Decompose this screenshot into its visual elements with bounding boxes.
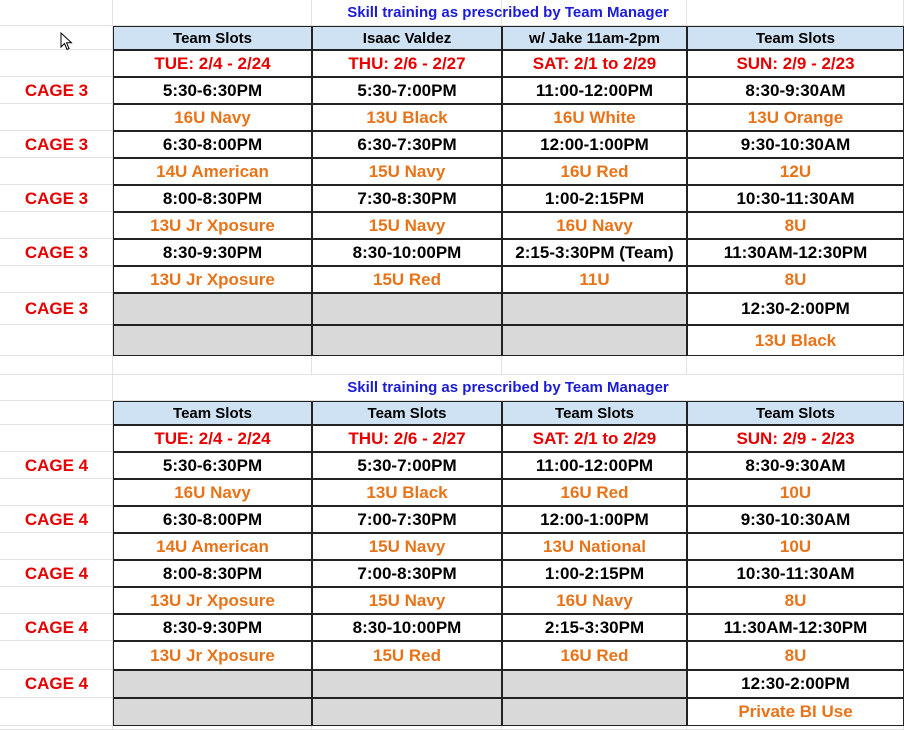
team-name-thu[interactable]: 13U Black <box>312 479 502 506</box>
team-name-sun[interactable]: 10U <box>687 533 904 560</box>
time-slot-sat[interactable]: 11:00-12:00PM <box>502 452 687 479</box>
cage-label[interactable]: CAGE 3 <box>24 299 89 318</box>
team-name-thu[interactable]: 15U Navy <box>312 587 502 614</box>
time-slot-sun[interactable]: 8:30-9:30AM <box>687 77 904 104</box>
time-slot-tue[interactable]: 6:30-8:00PM <box>113 506 312 533</box>
cage-label[interactable]: CAGE 3 <box>24 188 89 208</box>
team-name-sat[interactable]: 13U National <box>502 533 687 560</box>
date-range-sat[interactable]: SAT: 2/1 to 2/29 <box>502 50 687 77</box>
grid-cell[interactable] <box>0 587 113 614</box>
grid-cell[interactable] <box>0 533 113 560</box>
grid-cell[interactable] <box>0 266 113 293</box>
time-slot-sun[interactable]: 9:30-10:30AM <box>687 131 904 158</box>
empty-slot-cell[interactable] <box>502 670 687 698</box>
grid-cell[interactable] <box>0 726 113 730</box>
team-name-tue[interactable]: 13U Jr Xposure <box>113 266 312 293</box>
time-slot-thu[interactable]: 7:00-8:30PM <box>312 560 502 587</box>
team-name-thu[interactable]: 15U Red <box>312 641 502 670</box>
grid-cell[interactable] <box>0 158 113 185</box>
team-name-sun[interactable]: 8U <box>687 212 904 239</box>
team-name-tue[interactable]: 14U American <box>113 158 312 185</box>
grid-cell[interactable] <box>0 479 113 506</box>
team-name-thu[interactable]: 13U Black <box>312 104 502 131</box>
cage-label[interactable]: CAGE 3 <box>24 134 89 154</box>
team-name-tue[interactable]: 16U Navy <box>113 479 312 506</box>
time-slot-sun[interactable]: 11:30AM-12:30PM <box>687 239 904 266</box>
team-name-thu[interactable]: 15U Red <box>312 266 502 293</box>
section-title: Skill training as prescribed by Team Manager <box>113 0 904 26</box>
time-slot-sun[interactable]: 10:30-11:30AM <box>687 185 904 212</box>
team-name-sat[interactable]: 16U Navy <box>502 587 687 614</box>
team-name-thu[interactable]: 15U Navy <box>312 158 502 185</box>
date-range-sun[interactable]: SUN: 2/9 - 2/23 <box>687 50 904 77</box>
time-slot-thu[interactable]: 8:30-10:00PM <box>312 614 502 641</box>
cage-label[interactable]: CAGE 4 <box>24 674 89 693</box>
grid-cell[interactable] <box>0 641 113 670</box>
team-name-thu[interactable]: 15U Navy <box>312 533 502 560</box>
team-name-sat[interactable]: 16U Navy <box>502 212 687 239</box>
team-name-tue[interactable]: 13U Jr Xposure <box>113 212 312 239</box>
header-cell[interactable]: Team Slots <box>113 401 312 425</box>
cage-label[interactable]: CAGE 4 <box>24 563 89 583</box>
grid-cell[interactable] <box>113 356 312 375</box>
time-slot-sat[interactable]: 1:00-2:15PM <box>502 560 687 587</box>
grid-cell[interactable] <box>0 375 113 401</box>
date-range-tue[interactable]: TUE: 2/4 - 2/24 <box>113 425 312 452</box>
header-cell[interactable]: Isaac Valdez <box>312 26 502 50</box>
grid-cell[interactable] <box>312 726 502 730</box>
grid-cell[interactable] <box>0 401 113 425</box>
time-slot-sat[interactable]: 2:15-3:30PM <box>502 614 687 641</box>
date-range-sat[interactable]: SAT: 2/1 to 2/29 <box>502 425 687 452</box>
grid-cell[interactable] <box>0 425 113 452</box>
time-slot-sun[interactable]: 11:30AM-12:30PM <box>687 614 904 641</box>
date-range-thu[interactable]: THU: 2/6 - 2/27 <box>312 425 502 452</box>
team-name-sun[interactable]: 10U <box>687 479 904 506</box>
section-title: Skill training as prescribed by Team Manager <box>113 375 904 401</box>
grid-cell[interactable] <box>502 726 687 730</box>
grid-cell[interactable] <box>0 0 113 26</box>
time-slot-sat[interactable]: 1:00-2:15PM <box>502 185 687 212</box>
grid-cell[interactable] <box>687 356 904 375</box>
team-name-sun[interactable]: 13U Black <box>687 325 904 356</box>
team-name-sun[interactable]: 8U <box>687 587 904 614</box>
date-range-sun[interactable]: SUN: 2/9 - 2/23 <box>687 425 904 452</box>
cage-label[interactable]: CAGE 4 <box>24 455 89 475</box>
empty-slot-cell[interactable] <box>113 325 312 356</box>
time-slot-thu[interactable]: 7:00-7:30PM <box>312 506 502 533</box>
grid-cell[interactable] <box>0 212 113 239</box>
time-slot-tue[interactable]: 6:30-8:00PM <box>113 131 312 158</box>
cage-label[interactable]: CAGE 4 <box>24 617 89 637</box>
empty-slot-cell[interactable] <box>502 325 687 356</box>
team-name-sat[interactable]: 16U White <box>502 104 687 131</box>
time-slot-sat[interactable]: 12:00-1:00PM <box>502 506 687 533</box>
grid-cell[interactable] <box>502 356 687 375</box>
grid-cell[interactable] <box>0 26 113 50</box>
grid-cell[interactable] <box>687 726 904 730</box>
empty-slot-cell[interactable] <box>502 293 687 325</box>
time-slot-tue[interactable]: 5:30-6:30PM <box>113 452 312 479</box>
team-name-sun[interactable]: 12U <box>687 158 904 185</box>
empty-slot-cell[interactable] <box>312 293 502 325</box>
empty-slot-cell[interactable] <box>113 698 312 726</box>
cage-label[interactable]: CAGE 3 <box>24 80 89 100</box>
grid-cell[interactable] <box>0 50 113 77</box>
grid-cell[interactable] <box>0 698 113 726</box>
time-slot-sun[interactable]: 9:30-10:30AM <box>687 506 904 533</box>
date-range-thu[interactable]: THU: 2/6 - 2/27 <box>312 50 502 77</box>
time-slot-thu[interactable]: 7:30-8:30PM <box>312 185 502 212</box>
team-name-tue[interactable]: 13U Jr Xposure <box>113 587 312 614</box>
team-name-sat[interactable]: 16U Red <box>502 158 687 185</box>
time-slot-tue[interactable]: 8:30-9:30PM <box>113 614 312 641</box>
header-cell[interactable]: Team Slots <box>687 401 904 425</box>
time-slot-thu[interactable]: 5:30-7:00PM <box>312 452 502 479</box>
time-slot-thu[interactable]: 6:30-7:30PM <box>312 131 502 158</box>
empty-slot-cell[interactable] <box>312 325 502 356</box>
empty-slot-cell[interactable] <box>502 698 687 726</box>
team-name-sat[interactable]: 16U Red <box>502 641 687 670</box>
team-name-sun[interactable]: 13U Orange <box>687 104 904 131</box>
empty-slot-cell[interactable] <box>113 293 312 325</box>
header-cell[interactable]: Team Slots <box>687 26 904 50</box>
time-slot-tue[interactable]: 5:30-6:30PM <box>113 77 312 104</box>
time-slot-thu[interactable]: 5:30-7:00PM <box>312 77 502 104</box>
cage-label[interactable]: CAGE 4 <box>24 509 89 529</box>
empty-slot-cell[interactable] <box>312 670 502 698</box>
grid-cell[interactable] <box>0 325 113 356</box>
time-slot-thu[interactable]: 8:30-10:00PM <box>312 239 502 266</box>
team-name-sun[interactable]: Private BI Use <box>687 698 904 726</box>
empty-slot-cell[interactable] <box>113 670 312 698</box>
time-slot-sun[interactable]: 12:30-2:00PM <box>687 670 904 698</box>
header-cell[interactable]: Team Slots <box>312 401 502 425</box>
team-name-sat[interactable]: 16U Red <box>502 479 687 506</box>
header-cell[interactable]: Team Slots <box>113 26 312 50</box>
team-name-tue[interactable]: 14U American <box>113 533 312 560</box>
time-slot-tue[interactable]: 8:00-8:30PM <box>113 560 312 587</box>
grid-cell[interactable] <box>312 356 502 375</box>
time-slot-tue[interactable]: 8:30-9:30PM <box>113 239 312 266</box>
empty-slot-cell[interactable] <box>312 698 502 726</box>
grid-cell[interactable] <box>0 356 113 375</box>
date-range-tue[interactable]: TUE: 2/4 - 2/24 <box>113 50 312 77</box>
team-name-tue[interactable]: 16U Navy <box>113 104 312 131</box>
header-cell[interactable]: Team Slots <box>502 401 687 425</box>
cage-label[interactable]: CAGE 3 <box>24 242 89 262</box>
team-name-sun[interactable]: 8U <box>687 266 904 293</box>
time-slot-sat[interactable]: 12:00-1:00PM <box>502 131 687 158</box>
team-name-tue[interactable]: 13U Jr Xposure <box>113 641 312 670</box>
time-slot-sat[interactable]: 11:00-12:00PM <box>502 77 687 104</box>
time-slot-sun[interactable]: 8:30-9:30AM <box>687 452 904 479</box>
time-slot-sun[interactable]: 10:30-11:30AM <box>687 560 904 587</box>
team-name-thu[interactable]: 15U Navy <box>312 212 502 239</box>
mouse-pointer-icon <box>60 32 74 52</box>
time-slot-tue[interactable]: 8:00-8:30PM <box>113 185 312 212</box>
grid-cell[interactable] <box>113 726 312 730</box>
time-slot-sat[interactable]: 2:15-3:30PM (Team) <box>502 239 687 266</box>
team-name-sun[interactable]: 8U <box>687 641 904 670</box>
header-cell[interactable]: w/ Jake 11am-2pm <box>502 26 687 50</box>
time-slot-sun[interactable]: 12:30-2:00PM <box>687 293 904 325</box>
grid-cell[interactable] <box>0 104 113 131</box>
team-name-sat[interactable]: 11U <box>502 266 687 293</box>
